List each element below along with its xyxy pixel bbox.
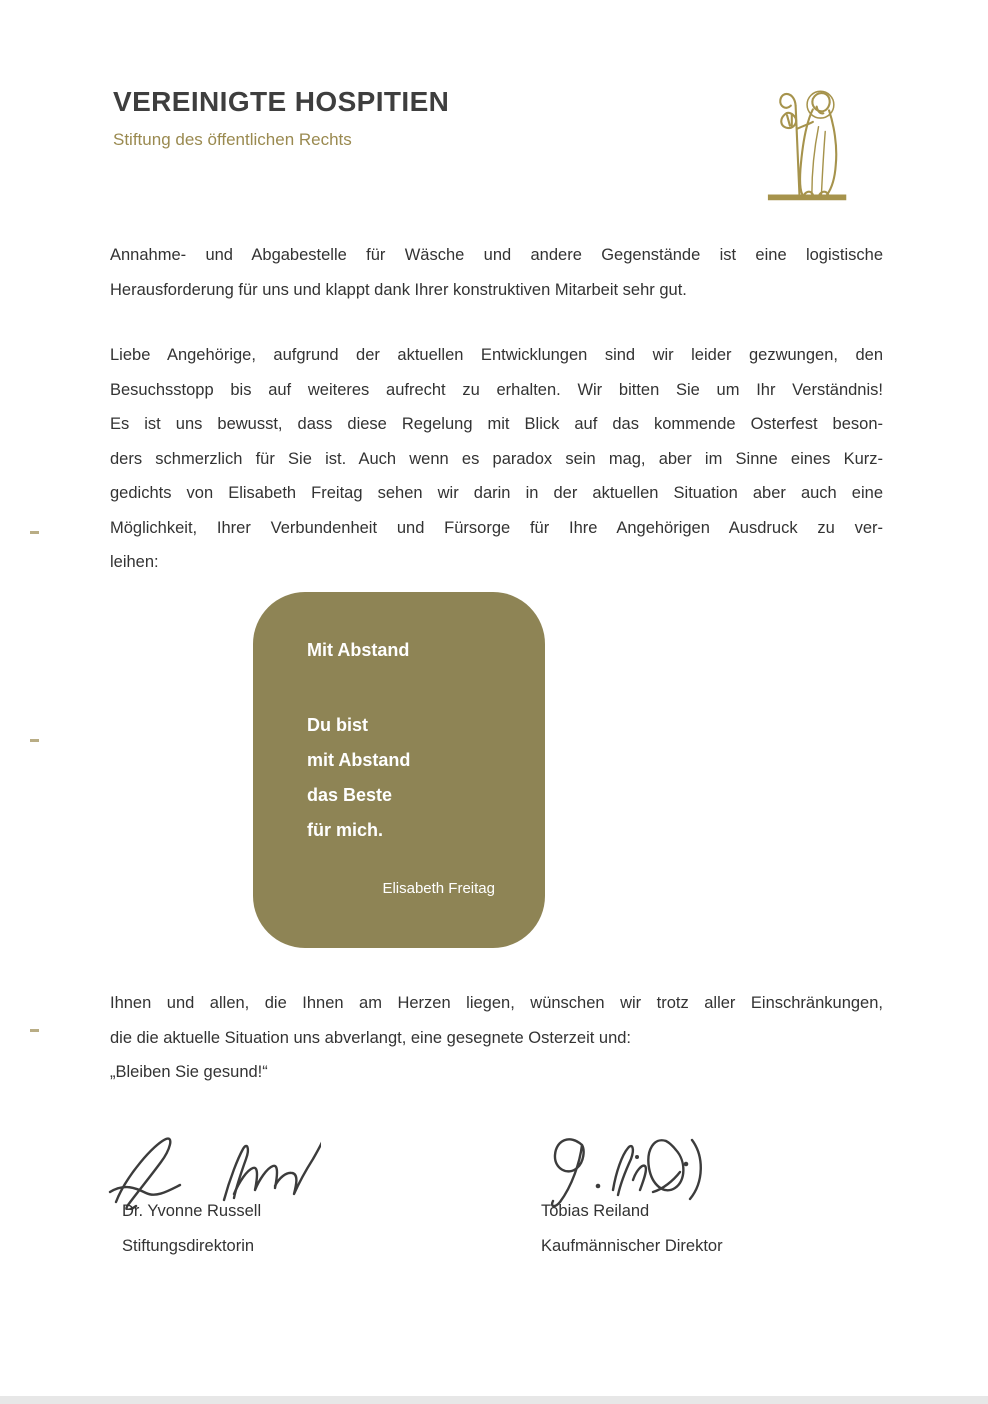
- fold-mark: [30, 1029, 39, 1032]
- saint-with-crosier-icon: [766, 78, 852, 204]
- text-line: die die aktuelle Situation uns abverlangt, eine gesegnete Osterzeit und:: [110, 1028, 632, 1047]
- signer-role: Kaufmännischer Direktor: [541, 1237, 723, 1255]
- paragraph-closing: [110, 986, 883, 1090]
- text-line: leihen:: [110, 553, 159, 571]
- text-line: ders schmerzlich für Sie ist. Auch wenn es paradox sein mag, aber im Sinne eines Kurz-: [110, 449, 883, 468]
- page-bottom-edge: [0, 1396, 988, 1404]
- fold-mark: [30, 739, 39, 742]
- signer-name: Tobias Reiland: [541, 1202, 650, 1220]
- text-line: gedichts von Elisabeth Freitag sehen wir darin in der aktuellen Situation aber auch eine: [110, 484, 883, 502]
- quote-author: Elisabeth Freitag: [382, 880, 495, 897]
- quote-title: Mit Abstand: [307, 640, 410, 660]
- logo-base: [768, 195, 846, 201]
- quote-box: [253, 592, 545, 948]
- text-line: Annahme- und Abgabestelle für Wäsche und andere Gegenstände ist eine logistische: [110, 246, 883, 264]
- poem-line: für mich.: [307, 820, 384, 840]
- page-title: VEREINIGTE HOSPITIEN: [113, 86, 450, 117]
- org-subtitle: Stiftung des öffentlichen Rechts: [113, 130, 352, 149]
- text-line: Besuchsstopp bis auf weiteres aufrecht zu erhalten. Wir bitten Sie um Ihr Verständnis!: [110, 380, 883, 399]
- signature-tobias-reiland: [520, 1128, 720, 1210]
- poem-line: das Beste: [307, 785, 393, 805]
- signature-dr-yvonne-russell: [106, 1128, 321, 1210]
- text-line: Herausforderung für uns und klappt dank Ihrer konstruktiven Mitarbeit sehr gut.: [110, 280, 687, 299]
- quote-poem: [307, 708, 410, 848]
- poem-line: mit Abstand: [307, 750, 411, 770]
- fold-mark: [30, 531, 39, 534]
- signer-role: Stiftungsdirektorin: [122, 1237, 255, 1255]
- text-line: Möglichkeit, Ihrer Verbundenheit und Fürsorge für Ihre Angehörigen Ausdruck zu ver-: [110, 518, 883, 537]
- signer-name: Dr. Yvonne Russell: [122, 1202, 262, 1220]
- text-line: Liebe Angehörige, aufgrund der aktuellen Entwicklungen sind wir leider gezwungen, den: [110, 346, 883, 364]
- paragraph-laundry: [110, 238, 883, 307]
- paragraph-visit-stop: [110, 338, 883, 580]
- text-line: Es ist uns bewusst, dass diese Regelung mit Blick auf das kommende Osterfest beson-: [110, 415, 883, 433]
- text-line: „Bleiben Sie gesund!“: [110, 1063, 268, 1081]
- text-line: Ihnen und allen, die Ihnen am Herzen liegen, wünschen wir trotz aller Einschränkungen,: [110, 994, 883, 1012]
- poem-line: Du bist: [307, 715, 368, 735]
